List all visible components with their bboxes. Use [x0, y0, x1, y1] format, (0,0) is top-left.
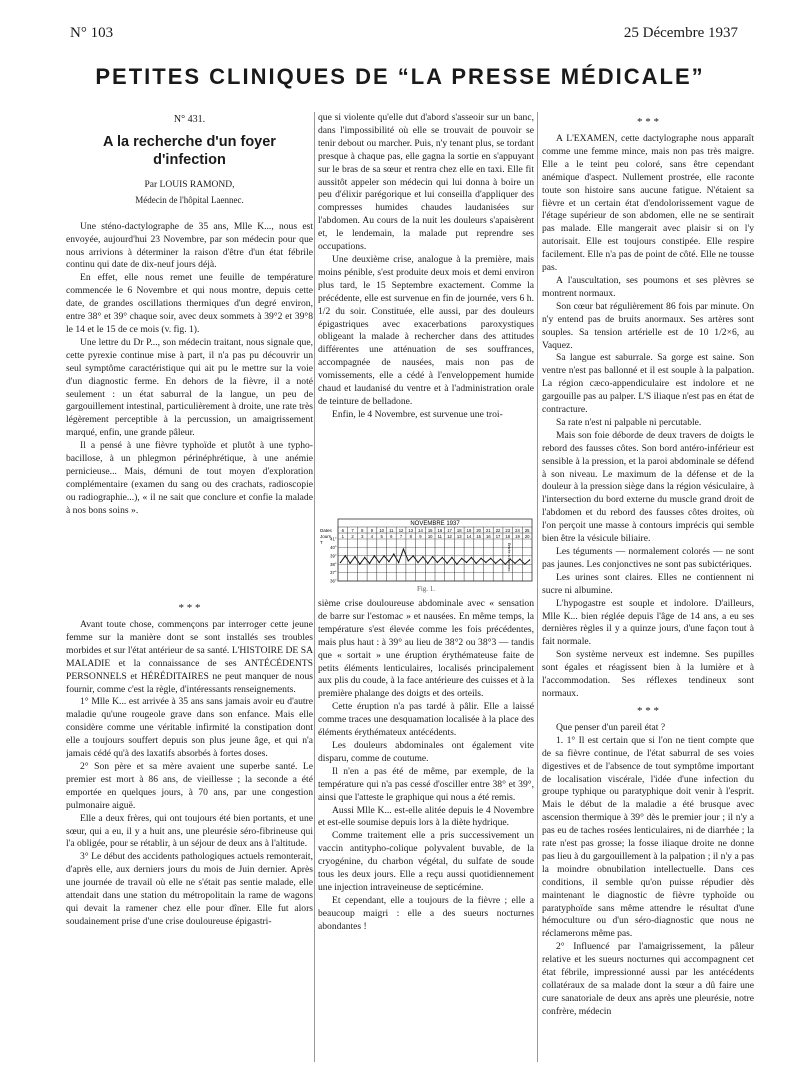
paragraph: Il a pensé à une fièvre typhoïde et plutôt à une typho-bacillose, à un phlegmon périnéphrétique, à une anémie pernicieuse... Mais, démuni de tout moyen d'exploration complémentaire (examen du sang ou des crachats, radioscopie ou radiographie...), « il ne sait que conclure et confie la malade à nos bons soins ».	[66, 440, 313, 516]
day-label: 20	[524, 534, 530, 539]
column-1-bottom	[66, 598, 313, 1068]
paragraph: Une deuxième crise, analogue à la première, mais moins pénible, s'est produite deux mois et demi environ plus tard, le 15 Septembre exactement. Comme la précédente, elle est survenue en fin de journée, vers 6 h. 1/2 du soir. Constituée, elle aussi, par des douleurs épigastriques avec exacerbations paroxystiques obligeant la malade à rechercher dans des attitudes différentes une atténuation de ses souffrances, accompagnée de nausées, mais non pas de vomissements, elle a cédé à l'enveloppement humide chaud et laudanisé du ventre et à l'administration orale de teinture de belladone.	[318, 253, 534, 407]
date-label: 12	[398, 528, 404, 533]
chart-annotation: Entrée à Laennec	[506, 543, 511, 572]
date-label: 10	[379, 528, 384, 533]
date-label: 21	[486, 528, 491, 533]
temperature-point	[514, 563, 515, 564]
temperature-point	[417, 562, 418, 563]
date-label: 13	[408, 528, 414, 533]
day-label: 18	[505, 534, 511, 539]
temperature-point	[500, 558, 501, 559]
temperature-point	[364, 557, 365, 558]
paragraph: Son cœur bat régulièrement 86 fois par minute. On n'y entend pas de bruits anormaux. Ses artères sont souples. Sa tension artérielle est de 10 1/2×6, au Vaquez.	[542, 300, 754, 351]
temperature-point	[485, 562, 486, 563]
y-tick-label: 39°	[330, 553, 337, 559]
paragraph: Sa langue est saburrale. Sa gorge est saine. Son ventre n'est pas ballonné et il est souple à la palpation. La région cæco-appendiculaire est indolore et ne gargouille pas au palper. L'S iliaque n'est pas en état de contracture.	[542, 352, 754, 416]
temperature-point	[388, 561, 389, 562]
temperature-point	[412, 555, 413, 556]
paragraph: Que penser d'un pareil état ?	[556, 721, 666, 733]
day-label: 12	[447, 534, 452, 539]
column-rule	[314, 112, 315, 1062]
paragraph: Aussi Mlle K... est-elle alitée depuis le 4 Novembre et est-elle soumise depuis lors à la diète hydrique.	[318, 804, 534, 829]
article-author: Par LOUIS RAMOND,	[144, 179, 235, 190]
temperature-point	[374, 555, 375, 556]
issue-number: N° 103	[70, 25, 114, 41]
day-label: 6	[390, 534, 393, 539]
day-label: 1	[341, 534, 345, 539]
column-3	[542, 112, 754, 1072]
paragraph: Comme traitement elle a pris successivement un vaccin antitypho-colique polyvalent buvable, de la cryogénine, du charbon végétal, du sulfate de soude tous les deux jours. Elle a reçu aussi quotidiennement une injection intraveineuse de septicémine.	[318, 830, 534, 893]
temperature-point	[349, 563, 350, 564]
paragraph: Il n'en a pas été de même, par exemple, de la température qui n'a pas cessé d'osciller entre 38° et 39°, ainsi que l'atteste le graphique qui nous a été remis.	[318, 765, 534, 803]
day-label: 8	[409, 534, 412, 539]
date-label: 18	[456, 528, 462, 533]
paragraph: Mais son foie déborde de deux travers de doigts le rebord des fausses côtes. Son bord antéro-inférieur est sensible à la pression, et la paroi abdominale se défend à son niveau. Le maximum de la défense et de la douleur à la pression siège dans la région vésiculaire, à l'intersection du bord externe du muscle grand droit de l'abdomen et du rebord des fausses côtes droites, où l'on perçoit une masse à contours imprécis qui semble bien être la vésicule biliaire.	[542, 429, 754, 545]
paragraph: Et cependant, elle a toujours de la fièvre ; elle a beaucoup maigri : elle a des sueurs nocturnes abondantes !	[318, 894, 534, 932]
paragraph: Enfin, le 4 Novembre, est survenue une troi-	[332, 408, 503, 420]
section-separator: * * *	[637, 704, 659, 717]
day-label: 19	[515, 534, 520, 539]
column-1-top	[66, 112, 313, 592]
date-label: 7	[351, 528, 354, 533]
date-label: 11	[389, 528, 394, 533]
y-tick-label: 41°	[330, 536, 337, 542]
temperature-point	[437, 562, 438, 563]
column-2-bottom	[318, 598, 534, 1068]
temperature-point	[524, 564, 525, 565]
figure-caption: Fig. 1.	[416, 585, 436, 593]
y-tick-label: 40°	[330, 545, 337, 550]
temperature-point	[427, 563, 428, 564]
date-label: 24	[515, 528, 520, 533]
temperature-point	[422, 556, 423, 557]
temperature-point	[519, 558, 520, 559]
day-label: 14	[466, 534, 472, 539]
temperature-point	[379, 562, 380, 563]
column-2-top	[318, 112, 534, 512]
date-label: 22	[495, 528, 501, 533]
y-tick-label: 37°	[330, 570, 337, 576]
temperature-point	[456, 564, 457, 565]
paragraph: A L'EXAMEN, cette dactylographe nous apparaît comme une femme mince, mais non pas très maigre. Elle a le teint peu coloré, sans être cependant anémique d'aspect. Nullement prostrée, elle raconte toute son histoire sans aucune fatigue. N'étaient sa fièvre et un certain état d'endolorissement vague de l'étage supérieur de son abdomen, elle ne se sentirait pas malade. Elle mangerait avec plaisir si on l'y autorisait. Elle est toujours constipée. Elle respire facilement. Elle n'a pas de point de côté. Elle ne tousse pas.	[542, 133, 754, 274]
temperature-point	[442, 557, 443, 558]
row-label-jours: Jours	[320, 534, 332, 539]
date-label: 8	[361, 528, 364, 533]
paragraph: En effet, elle nous remet une feuille de température commencée le 6 Novembre et qui nous montre, depuis cette date, de grandes oscillations thermiques d'un degré environ, entre 38° et 39° chaque soir, avec deux sommets à 39°2 et 39°8 le 14 et le 15 de ce mois (v. fig. 1).	[66, 272, 313, 335]
day-label: 11	[437, 534, 443, 539]
temperature-point	[393, 553, 394, 554]
paragraph: 3° Le début des accidents pathologiques actuels remonterait, d'après elle, aux derniers jours du mois de Juin dernier. Après une journée de travail où elle ne s'était pas sentie malade, elle attendait dans une station du métropolitain la rame de wagons qui devait la ramener chez elle pour dîner. Elle fut alors soudainement prise d'une crise douloureuse épigastri-	[66, 851, 313, 927]
date-label: 16	[437, 528, 443, 533]
paragraph: Elle a deux frères, qui ont toujours été bien portants, et une sœur, qui a eu, il y a huit ans, une pleurésie séro-fibrineuse qui l'a obligée, pour se rétablir, à un séjour de deux ans à l'altitude.	[66, 812, 313, 850]
temperature-point	[505, 564, 506, 565]
y-tick-label: 38°	[330, 561, 337, 567]
day-label: 5	[380, 534, 383, 539]
section-separator: * * *	[637, 116, 659, 128]
temperature-point	[495, 563, 496, 564]
temperature-point	[529, 559, 530, 560]
day-label: 2	[351, 534, 354, 539]
temperature-point	[446, 563, 447, 564]
date-label: 15	[427, 528, 433, 533]
article-affiliation: Médecin de l'hôpital Laennec.	[135, 194, 244, 205]
temperature-point	[359, 564, 360, 565]
temperature-point	[466, 562, 467, 563]
day-label: 10	[427, 534, 433, 539]
chart-title: NOVEMBRE 1937	[410, 521, 460, 527]
paragraph: Les douleurs abdominales ont également vite disparu, comme de coutume.	[318, 739, 534, 764]
paragraph: Les urines sont claires. Elles ne contiennent ni sucre ni albumine.	[542, 571, 754, 596]
column-rule	[537, 112, 538, 1062]
temperature-point	[403, 548, 404, 549]
paragraph: 1° Mlle K... est arrivée à 35 ans sans jamais avoir eu d'autre maladie qu'une rougeole grave dans son enfance. Mais elle considère comme une véritable infirmité la constipation dont elle a toujours souffert depuis son plus jeune âge, et qui n'a jamais cédé qu'à des laxatifs absorbés à fortes doses.	[66, 696, 313, 760]
temperature-point	[480, 558, 481, 559]
temperature-point	[432, 556, 433, 557]
temperature-point	[476, 563, 477, 564]
temperature-point	[461, 558, 462, 559]
paragraph: que si violente qu'elle dut d'abord s'asseoir sur un banc, dans l'impossibilité où elle se trouvait de pouvoir se tenir debout ou marcher. Puis, n'y tenant plus, se tordant presque à chaque pas, elle gagna la sortie en s'appuyant sur le bras de sa sœur et rentra chez elle en taxi. Elle fit aussitôt appeler son médecin qui lui donna à boire un peu d'élixir parégorique et lui conseilla d'appliquer des compresses humides chaudes laudanisées sur l'abdomen. Au cours de la nuit les douleurs s'apaisèrent et, le lendemain, la malade put reprendre ses occupations.	[318, 112, 534, 253]
temperature-point	[369, 563, 370, 564]
paragraph: Cette éruption n'a pas tardé à pâlir. Elle a laissé comme traces une desquamation localisée à la place des éléments érythémateux antécédents.	[318, 701, 534, 739]
paragraph: Une lettre du Dr P..., son médecin traitant, nous signale que, cette pyrexie continue mise à part, il n'a pas pu découvrir un seul symptôme caractéristique qui ait pu le mettre sur la voie d'un diagnostic ferme. En dehors de la fièvre, il a noté seulement : un état saburral de la langue, un peu de gargouillement intestinal, particulièrement à droite, une rate très légèrement perceptible à la percussion, un amaigrissement marqué, enfin, une grande pâleur.	[66, 336, 313, 439]
temperature-point	[345, 555, 346, 556]
day-label: 17	[495, 534, 501, 539]
date-label: 14	[418, 528, 423, 533]
section-separator: * * *	[178, 602, 201, 614]
temperature-point	[398, 562, 399, 563]
paragraph: Une sténo-dactylographe de 35 ans, Mlle K..., nous est envoyée, aujourd'hui 23 Novembre, par son médecin pour que nous arrivions à déterminer la raison d'être d'un état fébrile continu qui date de dix-neuf jours déjà.	[66, 220, 313, 271]
paragraph: Avant toute chose, commençons par interroger cette jeune femme sur la manière dont se sont installés ses troubles morbides et sur l'état antérieur de sa santé. L'HISTOIRE DE SA MALADIE et la connaissance de ses ANTÉCÉDENTS PERSONNELS et HÉRÉDITAIRES ne peut manquer de nous fournir, comme c'est la règle, d'intéressants renseignements.	[66, 619, 313, 695]
date-label: 19	[466, 528, 472, 533]
article-title: A la recherche d'un foyer d'infection	[103, 133, 276, 168]
article-number: N° 431.	[173, 114, 206, 125]
day-label: 7	[399, 534, 403, 539]
temperature-point	[354, 556, 355, 557]
temperature-point	[490, 558, 491, 559]
row-label-t: T	[320, 540, 323, 545]
paragraph: Sa rate n'est ni palpable ni percutable.	[556, 416, 702, 428]
day-label: 16	[486, 534, 491, 539]
row-label-dates: Dates	[320, 528, 332, 533]
paragraph: Les téguments — normalement colorés — ne sont pas jaunes. Les conjonctives ne sont pas subictériques.	[542, 546, 754, 570]
day-label: 13	[456, 534, 462, 539]
temperature-point	[451, 557, 452, 558]
paragraph: 1. 1° Il est certain que si l'on ne tient compte que de sa fièvre continue, de l'état saburral de ses voies digestives et de l'absence de tout symptôme important de localisation viscérale, l'idée d'une infection du groupe typhique ou paratyphique doit venir à l'esprit. Mais le début de la maladie a été brusque avec ascension thermique à 39° dès le premier jour ; il n'y a pas eu de taches rosées lenticulaires, ni de diarrhée ; la rate n'est pas grosse; la fosse iliaque droite ne donne pas lieu à du gargouillement à la palpation ; il n'y a pas la moindre obnubilation intellectuelle. Dans ces conditions, il semble qu'on puisse répudier dès maintenant le diagnostic de fièvre typhoïde ou paratyphoïde sans même attendre le résultat d'une hémoculture ou d'un séro-diagnostic que nous ne réclamerons même pas.	[542, 734, 754, 940]
date-label: 20	[476, 528, 481, 533]
paragraph: L'hypogastre est souple et indolore. D'ailleurs, Mlle K... bien réglée depuis l'âge de 14 ans, a eu ses dernières règles il y a quinze jours, d'une façon tout à fait normale.	[542, 597, 754, 648]
day-label: 4	[370, 534, 374, 539]
date-label: 6	[341, 528, 345, 533]
paragraph: Son système nerveux est indemne. Ses pupilles sont égales et réagissent bien à la lumière et à l'accommodation. Ses réflexes tendineux sont normaux.	[542, 649, 754, 699]
temperature-point	[340, 562, 341, 563]
issue-date: 25 Décembre 1937	[623, 25, 738, 41]
temperature-point	[471, 557, 472, 558]
day-label: 9	[419, 534, 422, 539]
paragraph: A l'auscultation, ses poumons et ses plèvres se montrent normaux.	[542, 274, 754, 299]
day-label: 15	[476, 534, 481, 539]
day-label: 3	[361, 534, 364, 539]
paragraph: sième crise douloureuse abdominale avec « sensation de barre sur l'estomac » et nausées. En même temps, la température s'est élevée comme les fois précédentes, mais plus haut : à 39° au lieu de 38°2 ou 38°3 — tandis que « sortait » une éruption érythémateuse faite de petits éléments lenticulaires, localisés principalement aux plis du coude, à la face antérieure des cuisses et à la première phalange des doigts et des orteils.	[318, 598, 534, 700]
date-label: 23	[505, 528, 511, 533]
date-label: 17	[447, 528, 452, 533]
temperature-chart-svg	[318, 517, 534, 583]
date-label: 25	[524, 528, 530, 533]
y-tick-label: 36°	[330, 578, 337, 583]
temperature-point	[383, 555, 384, 556]
paragraph: 2° Influencé par l'amaigrissement, la pâleur relative et les sueurs nocturnes qui accompagnent cet état fébrile, impressionné aussi par les antécédents collatéraux de sa malade dont la sœur a dû faire une cure sanatoriale de deux ans après une pleurésie, notre confrère, médecin	[542, 941, 754, 1017]
masthead-title: PETITES CLINIQUES DE “LA PRESSE MÉDICALE”	[95, 64, 705, 89]
paragraph: 2° Son père et sa mère avaient une superbe santé. Le premier est mort à 86 ans, de vieillesse ; la seconde a été emportée en quelques jours, à 70 ans, par une congestion pulmonaire aiguë.	[66, 760, 313, 811]
date-label: 9	[370, 528, 374, 533]
temperature-point	[408, 560, 409, 561]
